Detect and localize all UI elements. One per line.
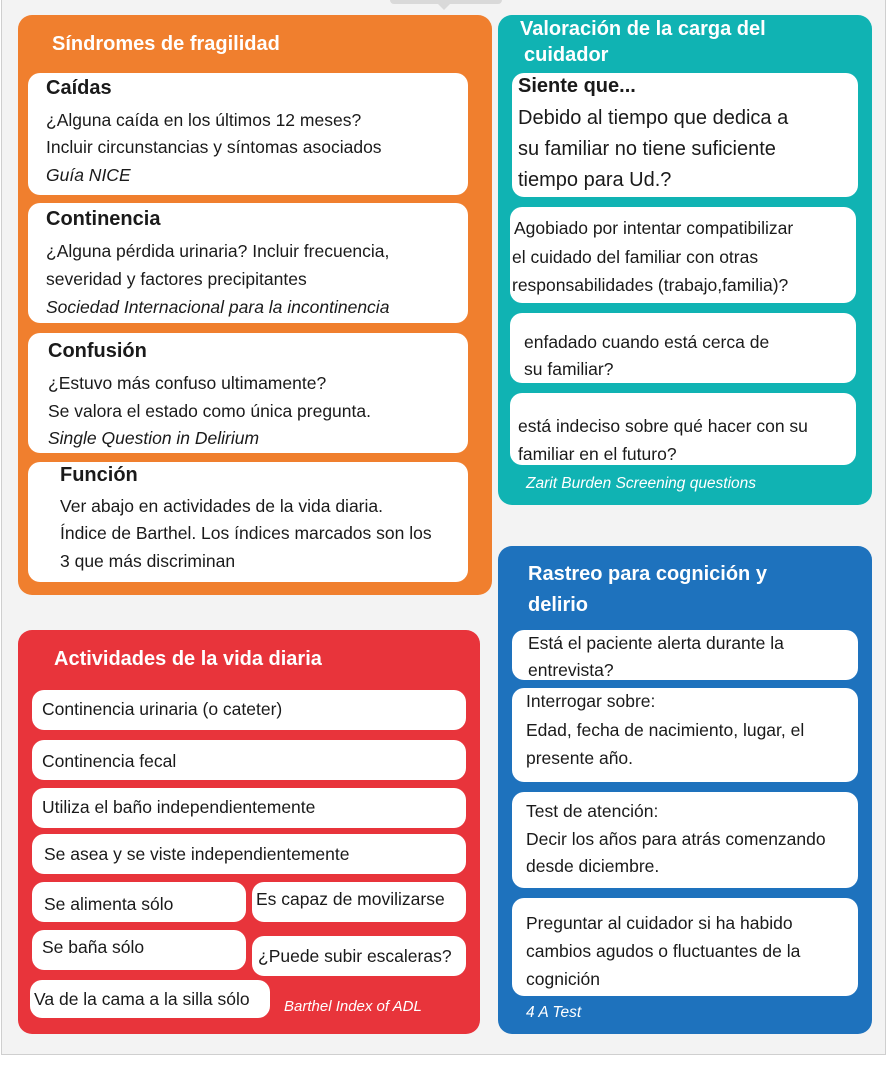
adl-escaleras bbox=[252, 936, 466, 976]
cuidador-q2-line1: Agobiado por intentar compatibilizar bbox=[514, 218, 794, 238]
cuidador-q3-line2: su familiar? bbox=[524, 359, 614, 379]
cognicion-c3-line2: Decir los años para atrás comenzando bbox=[526, 829, 826, 849]
adl-cama bbox=[30, 980, 270, 1018]
cognicion-c2-line3: presente año. bbox=[526, 748, 634, 768]
cognicion-c4-card bbox=[512, 898, 858, 996]
cuidador-q2-line2: el cuidado del familiar con otras bbox=[512, 247, 759, 267]
continencia-title: Continencia bbox=[46, 208, 161, 230]
adl-asea-label: Se asea y se viste independientemente bbox=[44, 844, 350, 864]
cognicion-c2-line1: Interrogar sobre: bbox=[526, 691, 656, 711]
cognicion-c3-line1: Test de atención: bbox=[526, 801, 659, 821]
cuidador-q3-card bbox=[510, 313, 856, 383]
cuidador-panel bbox=[498, 15, 872, 505]
cuidador-title-2: cuidador bbox=[524, 44, 609, 66]
adl-bano-label: Utiliza el baño independientemente bbox=[42, 797, 316, 817]
caidas-line2: Incluir circunstancias y síntomas asociados bbox=[46, 137, 382, 157]
cognicion-panel bbox=[498, 546, 872, 1034]
funcion-line3: 3 que más discriminan bbox=[60, 551, 236, 571]
actividades-title: Actividades de la vida diaria bbox=[54, 648, 322, 670]
cognicion-c3-card bbox=[512, 792, 858, 888]
confusion-line2: Se valora el estado como única pregunta. bbox=[48, 401, 371, 421]
adl-fecal bbox=[32, 740, 466, 780]
funcion-line2: Índice de Barthel. Los índices marcados son los bbox=[60, 523, 432, 543]
adl-urinaria bbox=[32, 690, 466, 730]
fragilidad-title: Síndromes de fragilidad bbox=[52, 33, 280, 55]
adl-fecal-label: Continencia fecal bbox=[42, 751, 177, 771]
continencia-line1: ¿Alguna pérdida urinaria? Incluir frecuencia, bbox=[46, 241, 390, 261]
actividades-source: Barthel Index of ADL bbox=[284, 998, 422, 1015]
confusion-title: Confusión bbox=[48, 340, 147, 362]
adl-urinaria-label: Continencia urinaria (o cateter) bbox=[42, 699, 283, 719]
cuidador-q4-line1: está indeciso sobre qué hacer con su bbox=[518, 416, 808, 436]
adl-bana bbox=[32, 930, 246, 970]
adl-asea bbox=[32, 834, 466, 874]
cognicion-title-2: delirio bbox=[528, 594, 589, 616]
cognicion-c1-card bbox=[512, 630, 858, 680]
cuidador-q1-line1: Debido al tiempo que dedica a bbox=[518, 107, 789, 129]
cognicion-c1-line2: entrevista? bbox=[528, 660, 614, 680]
adl-bano bbox=[32, 788, 466, 828]
cognicion-c3-line3: desde diciembre. bbox=[526, 856, 660, 876]
funcion-line1: Ver abajo en actividades de la vida diaria. bbox=[60, 496, 383, 516]
confusion-card bbox=[28, 333, 468, 453]
cognicion-c2-card bbox=[512, 688, 858, 782]
actividades-panel bbox=[18, 630, 480, 1034]
caidas-card bbox=[28, 73, 468, 195]
cuidador-q2-line3: responsabilidades (trabajo,familia)? bbox=[512, 275, 789, 295]
continencia-card bbox=[28, 203, 468, 323]
cuidador-title-1: Valoración de la carga del bbox=[520, 18, 766, 40]
caidas-title: Caídas bbox=[46, 77, 112, 99]
cuidador-q1-line2: su familiar no tiene suficiente bbox=[518, 138, 776, 160]
cuidador-q4-card bbox=[510, 393, 856, 465]
cognicion-c4-line2: cambios agudos o fluctuantes de la bbox=[526, 941, 801, 961]
adl-escaleras-label: ¿Puede subir escaleras? bbox=[258, 946, 452, 966]
funcion-title: Función bbox=[60, 464, 138, 486]
cuidador-source: Zarit Burden Screening questions bbox=[526, 475, 757, 492]
cognicion-c4-line1: Preguntar al cuidador si ha habido bbox=[526, 913, 793, 933]
cognicion-source: 4 A Test bbox=[526, 1004, 582, 1021]
cuidador-q3-line1: enfadado cuando está cerca de bbox=[524, 332, 770, 352]
caidas-line1: ¿Alguna caída en los últimos 12 meses? bbox=[46, 110, 362, 130]
adl-moviliza-label: Es capaz de movilizarse bbox=[256, 889, 445, 909]
adl-cama-label: Va de la cama a la silla sólo bbox=[34, 989, 250, 1009]
adl-alimenta bbox=[32, 882, 246, 922]
adl-alimenta-label: Se alimenta sólo bbox=[44, 894, 174, 914]
continencia-source: Sociedad Internacional para la incontinencia bbox=[46, 297, 390, 317]
adl-bana-label: Se baña sólo bbox=[42, 937, 145, 957]
confusion-line1: ¿Estuvo más confuso ultimamente? bbox=[48, 373, 327, 393]
scroll-notch bbox=[390, 0, 502, 4]
caidas-source: Guía NICE bbox=[46, 165, 131, 185]
cognicion-title-1: Rastreo para cognición y bbox=[528, 563, 767, 585]
cuidador-q1-title: Siente que... bbox=[518, 75, 636, 97]
cuidador-q4-line2: familiar en el futuro? bbox=[518, 444, 677, 464]
fragilidad-panel bbox=[18, 15, 492, 595]
funcion-card bbox=[28, 462, 468, 582]
cognicion-c2-line2: Edad, fecha de nacimiento, lugar, el bbox=[526, 720, 805, 740]
cuidador-q1-line3: tiempo para Ud.? bbox=[518, 169, 672, 191]
cognicion-c4-line3: cognición bbox=[526, 969, 600, 989]
adl-moviliza bbox=[252, 882, 466, 922]
continencia-line2: severidad y factores precipitantes bbox=[46, 269, 307, 289]
cognicion-c1-line1: Está el paciente alerta durante la bbox=[528, 633, 784, 653]
cuidador-q2-card bbox=[510, 207, 856, 303]
cuidador-q1-card bbox=[512, 73, 858, 197]
confusion-source: Single Question in Delirium bbox=[48, 428, 260, 448]
